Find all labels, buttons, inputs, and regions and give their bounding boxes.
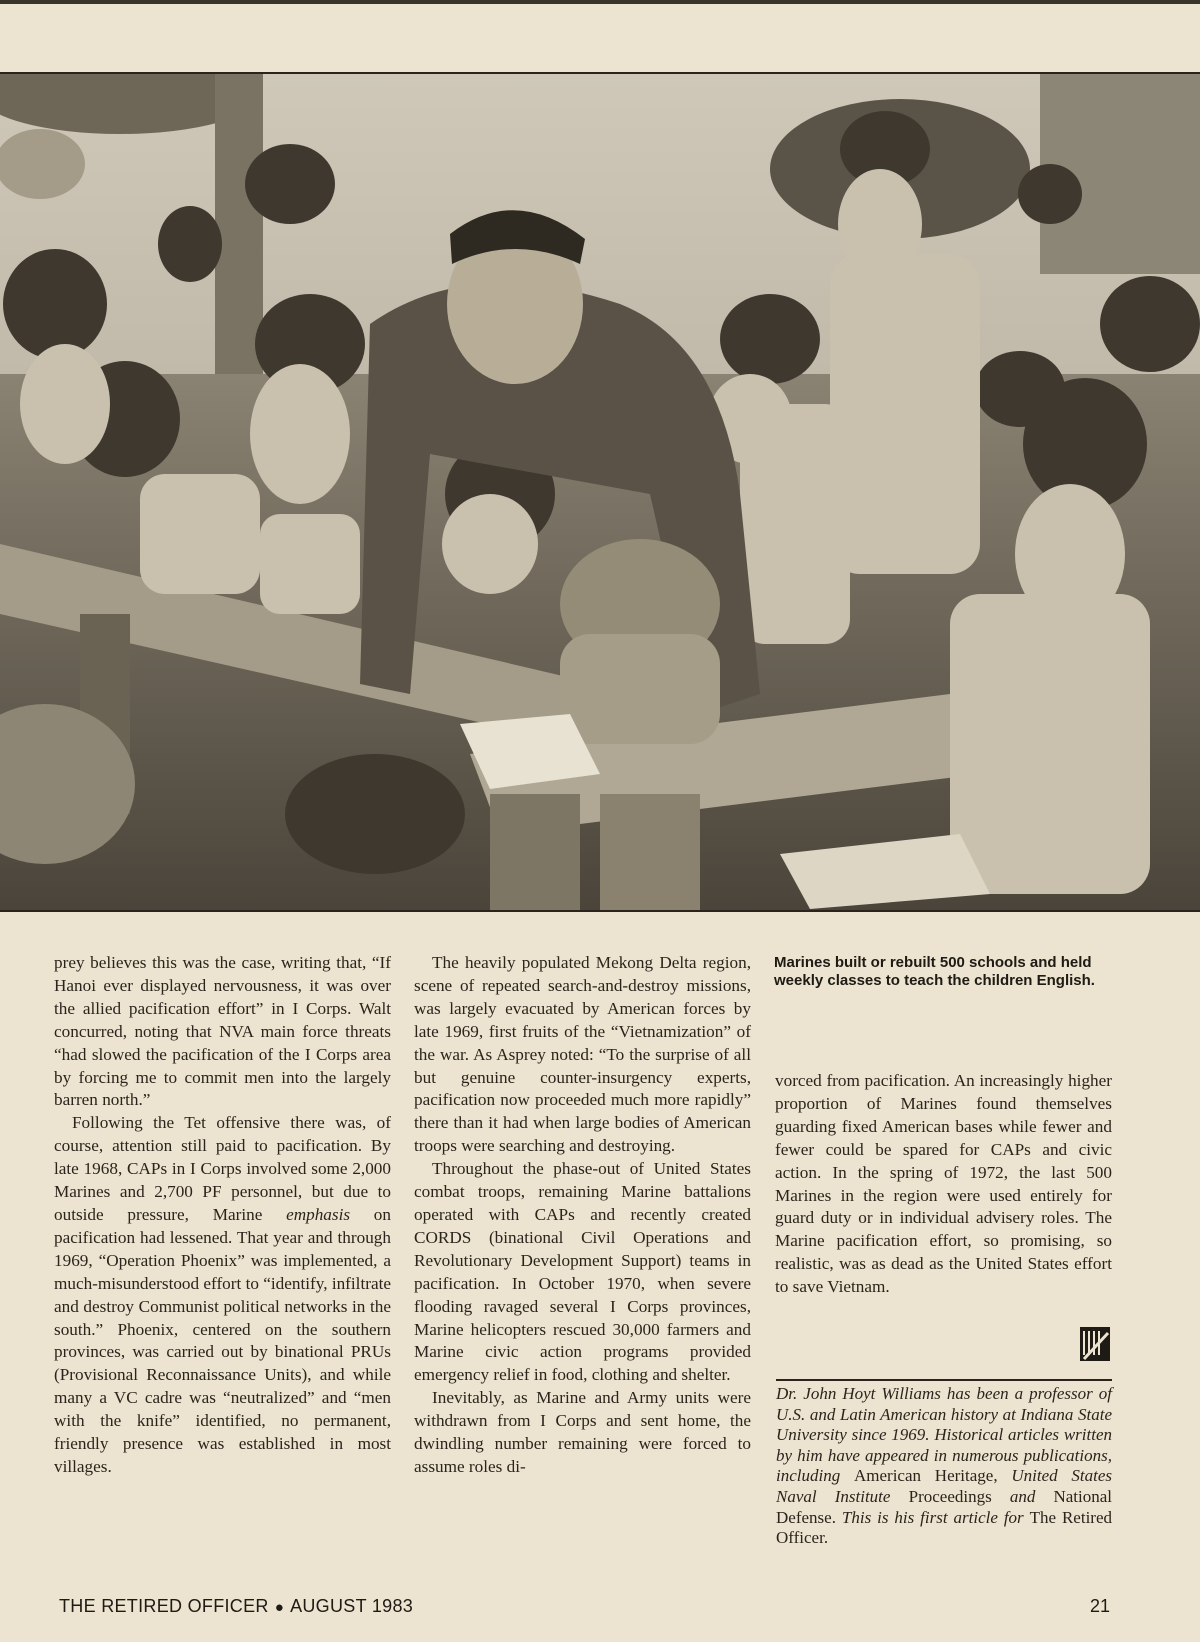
article-column-2 bbox=[414, 952, 751, 1479]
footer-magazine-title: THE RETIRED OFFICER bbox=[59, 1596, 269, 1616]
bio-publication-american-heritage: American Heritage, bbox=[854, 1466, 998, 1486]
end-mark-logo-icon bbox=[1078, 1325, 1112, 1363]
photo-classroom-image bbox=[0, 72, 1200, 912]
column2-paragraph-1: The heavily populated Mekong Delta region, scene of repeated search-and-destroy missions, was largely evacuated by American forces by late 1969, first fruits of the “Vietnamization” of the war. As Asprey noted: “To the surprise of all but genuine counter-insurgency experts, pacification now proceeded much more rapidly” there than it had when large bodies of American troops were searching and destroying. bbox=[414, 953, 751, 1156]
bio-publication-retired-officer: The Retired Officer. bbox=[776, 1507, 1112, 1548]
column1-emphasis: emphasis bbox=[286, 1204, 351, 1224]
column1-paragraph-2-text-b: on pacification had lessened. That year and through 1969, “Operation Phoenix” was implemented, a much-misunderstood effort to “identify, infiltrate and destroy Communist political networks in the south.” Phoenix, centered on the southern provinces, was carried out by binational PRUs (Provisional Reconnaissance Units), and while many a VC cadre was “neutralized” and “men with the knife” identified, no permanent, friendly presence was established in most villages. bbox=[54, 1204, 391, 1476]
column2-paragraph-3: Inevitably, as Marine and Army units were withdrawn from I Corps and sent home, the dwindling number remaining were forced to assume roles di- bbox=[414, 1388, 751, 1476]
bio-text-b bbox=[998, 1466, 1012, 1485]
column1-paragraph-1: prey believes this was the case, writing that, “If Hanoi ever displayed nervousness, it was over the allied pacification effort” in I Corps. Walt concurred, noting that NVA main force threats “had slowed the pacification of the I Corps area by forcing me to commit men into the largely barren north.” bbox=[54, 953, 391, 1110]
top-rule bbox=[0, 0, 1200, 4]
author-bio bbox=[776, 1384, 1112, 1549]
bio-publication-naval-institute: United States Naval Institute bbox=[776, 1466, 1113, 1506]
page-footer bbox=[59, 1596, 413, 1617]
column1-paragraph-2 bbox=[54, 1112, 391, 1479]
article-column-1 bbox=[54, 952, 391, 1479]
column3-paragraph-1: vorced from pacification. An increasingly higher proportion of Marines found themselves guarding fixed American bases while fewer and fewer could be spared for CAPs and civic action. In the spring of 1972, the last 500 Marines in the region were used entirely for guard duty or in individual advisery roles. The Marine pacification effort, so promising, so realistic, was as dead as the United States effort to save Vietnam. bbox=[775, 1071, 1112, 1297]
bio-text-c bbox=[890, 1487, 908, 1506]
bio-publication-proceedings: Proceedings bbox=[908, 1486, 992, 1506]
bio-divider bbox=[776, 1379, 1112, 1381]
bio-text-d: and bbox=[991, 1486, 1054, 1506]
page-number: 21 bbox=[1090, 1596, 1111, 1616]
bio-text-a: Dr. John Hoyt Williams has been a professor of U.S. and Latin American history at Indiana State University since 1969. Historical articles written by him have appeared in numerous publications, including bbox=[776, 1384, 1112, 1486]
article-column-3 bbox=[775, 1070, 1112, 1299]
column1-paragraph-2-text-a: Following the Tet offensive there was, of course, attention still paid to pacification. By late 1968, CAPs in I Corps involved some 2,000 Marines and 2,700 PF personnel, but due to outside pressure, Marine bbox=[54, 1113, 391, 1224]
bio-text-e: This is his first article for bbox=[835, 1507, 1030, 1527]
bio-publication-national-defense: National Defense. bbox=[776, 1486, 1113, 1527]
column2-paragraph-2: Throughout the phase-out of United States combat troops, remaining Marine battalions operated with CAPs and recently created CORDS (binational Civil Operations and Revolutionary Development Support) teams in pacification. In October 1970, when severe flooding ravaged several I Corps provinces, Marine helicopters rescued 30,000 farmers and Marine civic action programs provided emergency relief in food, clothing and shelter. bbox=[414, 1159, 751, 1385]
footer-issue-date: AUGUST 1983 bbox=[290, 1596, 414, 1616]
footer-bullet-icon: ● bbox=[274, 1599, 285, 1616]
photo-caption: Marines built or rebuilt 500 schools and held weekly classes to teach the children English. bbox=[774, 954, 1095, 989]
